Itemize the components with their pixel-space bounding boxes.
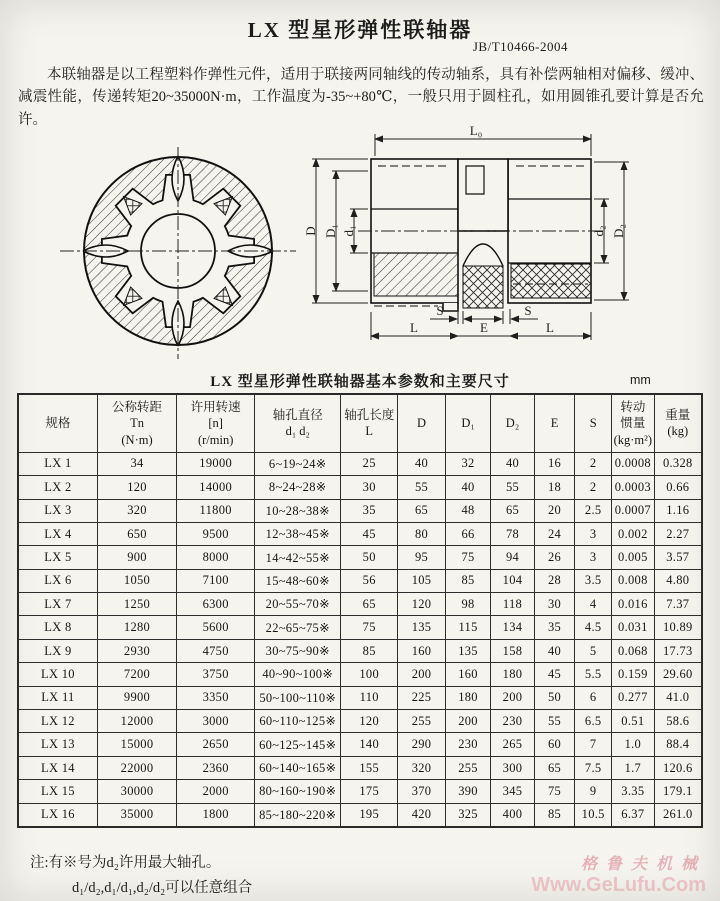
table-cell: 15000 bbox=[97, 733, 176, 756]
table-cell: 265 bbox=[491, 733, 535, 756]
table-cell: 179.1 bbox=[654, 780, 702, 803]
column-header: E bbox=[534, 394, 574, 452]
column-header: 轴孔直径 d₁ d₂ bbox=[255, 394, 341, 452]
table-cell: 0.66 bbox=[654, 476, 702, 499]
column-header: 规格 bbox=[18, 394, 97, 452]
watermark-url: Www.GeLufu.Com bbox=[531, 874, 706, 896]
table-cell: 105 bbox=[398, 569, 446, 592]
table-cell: 255 bbox=[398, 710, 446, 733]
table-cell: 1800 bbox=[177, 803, 255, 826]
table-cell: 6~19~24※ bbox=[255, 452, 341, 475]
table-cell: 118 bbox=[491, 593, 535, 616]
column-header: D₂ bbox=[491, 394, 535, 452]
table-cell: 34 bbox=[97, 452, 176, 475]
table-cell: 85 bbox=[445, 569, 490, 592]
table-cell: 78 bbox=[491, 522, 535, 545]
table-cell: 45 bbox=[341, 522, 398, 545]
watermark bbox=[531, 856, 706, 897]
table-cell: 80 bbox=[398, 522, 446, 545]
table-row bbox=[18, 616, 702, 639]
table-cell: 0.0008 bbox=[612, 452, 654, 475]
table-cell: 1250 bbox=[97, 593, 176, 616]
table-cell: LX 9 bbox=[18, 639, 97, 662]
table-cell: 230 bbox=[491, 710, 535, 733]
table-cell: 180 bbox=[445, 686, 490, 709]
table-cell: 5 bbox=[575, 639, 612, 662]
table-cell: 320 bbox=[398, 756, 446, 779]
table-cell: 35000 bbox=[97, 803, 176, 826]
label-S-right: S bbox=[524, 303, 532, 318]
footnote-line-2: d₁/d₂,d₁/d₁,d₂/d₂可以任意组合 bbox=[72, 879, 253, 896]
table-cell: 0.277 bbox=[612, 686, 654, 709]
footnote-line-1: 注:有※号为d₂许用最大轴孔。 bbox=[30, 855, 221, 871]
table-cell: 200 bbox=[445, 710, 490, 733]
table-cell: 45 bbox=[534, 663, 574, 686]
table-cell: 40 bbox=[534, 639, 574, 662]
table-cell: LX 11 bbox=[18, 686, 97, 709]
table-cell: 26 bbox=[534, 546, 574, 569]
table-cell: 160 bbox=[398, 639, 446, 662]
table-cell: LX 7 bbox=[18, 593, 97, 616]
table-cell: 30000 bbox=[97, 780, 176, 803]
column-header: 转动 惯量 (kg·m²) bbox=[612, 394, 654, 452]
table-cell: 100 bbox=[341, 663, 398, 686]
table-cell: 180 bbox=[491, 663, 535, 686]
table-cell: 135 bbox=[398, 616, 446, 639]
table-cell: 58.6 bbox=[654, 710, 702, 733]
table-cell: 40 bbox=[398, 452, 446, 475]
table-row bbox=[18, 522, 702, 545]
table-cell: 35 bbox=[534, 616, 574, 639]
table-cell: 345 bbox=[491, 780, 535, 803]
table-cell: 2 bbox=[575, 476, 612, 499]
table-cell: 17.73 bbox=[654, 639, 702, 662]
table-cell: 158 bbox=[491, 639, 535, 662]
table-cell: 0.005 bbox=[612, 546, 654, 569]
table-cell: 2.27 bbox=[654, 522, 702, 545]
table-cell: 6.5 bbox=[575, 710, 612, 733]
table-row bbox=[18, 733, 702, 756]
table-cell: 75 bbox=[445, 546, 490, 569]
table-cell: 56 bbox=[341, 569, 398, 592]
table-cell: 0.0003 bbox=[612, 476, 654, 499]
table-cell: 0.031 bbox=[612, 616, 654, 639]
watermark-text-cn: 格鲁夫机械 bbox=[580, 855, 706, 873]
table-cell: 0.159 bbox=[612, 663, 654, 686]
table-cell: 1.0 bbox=[612, 733, 654, 756]
table-cell: LX 3 bbox=[18, 499, 97, 522]
table-cell: 88.4 bbox=[654, 733, 702, 756]
table-cell: LX 4 bbox=[18, 522, 97, 545]
table-cell: 40 bbox=[491, 452, 535, 475]
page-title: LX 型星形弹性联轴器 bbox=[247, 18, 473, 42]
table-cell: 200 bbox=[398, 663, 446, 686]
table-cell: 104 bbox=[491, 569, 535, 592]
table-cell: 5600 bbox=[177, 616, 255, 639]
star-element-drawing bbox=[52, 142, 304, 364]
table-cell: 2360 bbox=[177, 756, 255, 779]
table-cell: 20 bbox=[534, 499, 574, 522]
table-cell: 0.002 bbox=[612, 522, 654, 545]
table-row bbox=[18, 476, 702, 499]
table-cell: 10.5 bbox=[575, 803, 612, 826]
table-cell: 135 bbox=[445, 639, 490, 662]
table-cell: 7200 bbox=[97, 663, 176, 686]
table-cell: 6 bbox=[575, 686, 612, 709]
table-cell: 40 bbox=[445, 476, 490, 499]
table-unit: mm bbox=[630, 373, 651, 387]
table-cell: 16 bbox=[534, 452, 574, 475]
table-cell: 8000 bbox=[177, 546, 255, 569]
column-header: D bbox=[398, 394, 446, 452]
table-cell: 66 bbox=[445, 522, 490, 545]
table-cell: 261.0 bbox=[654, 803, 702, 826]
table-cell: 85 bbox=[534, 803, 574, 826]
table-cell: 4.80 bbox=[654, 569, 702, 592]
table-cell: 2 bbox=[575, 452, 612, 475]
table-cell: LX 5 bbox=[18, 546, 97, 569]
table-cell: 7.5 bbox=[575, 756, 612, 779]
table-cell: 40~90~100※ bbox=[255, 663, 341, 686]
table-cell: 134 bbox=[491, 616, 535, 639]
table-cell: 3000 bbox=[177, 710, 255, 733]
table-cell: 10.89 bbox=[654, 616, 702, 639]
table-cell: 80~160~190※ bbox=[255, 780, 341, 803]
label-L-right: L bbox=[546, 320, 554, 335]
table-row bbox=[18, 756, 702, 779]
table-cell: LX 15 bbox=[18, 780, 97, 803]
table-cell: LX 10 bbox=[18, 663, 97, 686]
table-cell: LX 12 bbox=[18, 710, 97, 733]
table-cell: 85~180~220※ bbox=[255, 803, 341, 826]
table-cell: 4.5 bbox=[575, 616, 612, 639]
table-cell: 195 bbox=[341, 803, 398, 826]
table-cell: 18 bbox=[534, 476, 574, 499]
table-cell: LX 6 bbox=[18, 569, 97, 592]
table-cell: 3 bbox=[575, 546, 612, 569]
table-cell: 7 bbox=[575, 733, 612, 756]
table-cell: 60 bbox=[534, 733, 574, 756]
label-D: D bbox=[303, 226, 318, 236]
table-cell: 3.35 bbox=[612, 780, 654, 803]
table-cell: 225 bbox=[398, 686, 446, 709]
table-cell: 55 bbox=[534, 710, 574, 733]
table-cell: 2.5 bbox=[575, 499, 612, 522]
intro-paragraph: 本联轴器是以工程塑料作弹性元件，适用于联接两同轴线的传动轴系，具有补偿两轴相对偏移、缓冲、减震性能，传递转矩20~35000N·m，工作温度为-35~+80℃，一般只用于圆柱孔，如用圆锥孔要计算是否允许。 bbox=[18, 67, 704, 128]
column-header: 许用转速 [n] (r/min) bbox=[177, 394, 255, 452]
table-cell: 32 bbox=[445, 452, 490, 475]
table-cell: 65 bbox=[341, 593, 398, 616]
table-cell: 98 bbox=[445, 593, 490, 616]
table-cell: 30 bbox=[341, 476, 398, 499]
table-cell: 3.5 bbox=[575, 569, 612, 592]
table-cell: 60~140~165※ bbox=[255, 756, 341, 779]
table-cell: 300 bbox=[491, 756, 535, 779]
table-cell: 15~48~60※ bbox=[255, 569, 341, 592]
table-cell: 95 bbox=[398, 546, 446, 569]
table-cell: 65 bbox=[534, 756, 574, 779]
table-cell: 9500 bbox=[177, 522, 255, 545]
table-cell: 85 bbox=[341, 639, 398, 662]
table-cell: 60~125~145※ bbox=[255, 733, 341, 756]
footnotes bbox=[30, 851, 252, 900]
table-cell: 400 bbox=[491, 803, 535, 826]
table-cell: LX 13 bbox=[18, 733, 97, 756]
table-cell: 41.0 bbox=[654, 686, 702, 709]
table-cell: 3 bbox=[575, 522, 612, 545]
table-cell: 1.7 bbox=[612, 756, 654, 779]
table-cell: 0.016 bbox=[612, 593, 654, 616]
table-cell: 120 bbox=[398, 593, 446, 616]
table-cell: 290 bbox=[398, 733, 446, 756]
table-cell: 0.0007 bbox=[612, 499, 654, 522]
table-row bbox=[18, 569, 702, 592]
table-cell: 4 bbox=[575, 593, 612, 616]
table-cell: 650 bbox=[97, 522, 176, 545]
table-cell: 94 bbox=[491, 546, 535, 569]
column-header: D₁ bbox=[445, 394, 490, 452]
table-cell: LX 1 bbox=[18, 452, 97, 475]
table-cell: 60~110~125※ bbox=[255, 710, 341, 733]
table-cell: 230 bbox=[445, 733, 490, 756]
table-cell: 3.57 bbox=[654, 546, 702, 569]
table-cell: 14000 bbox=[177, 476, 255, 499]
table-cell: 1280 bbox=[97, 616, 176, 639]
table-cell: 25 bbox=[341, 452, 398, 475]
table-cell: 325 bbox=[445, 803, 490, 826]
table-cell: 22000 bbox=[97, 756, 176, 779]
table-cell: 8~24~28※ bbox=[255, 476, 341, 499]
table-cell: 200 bbox=[491, 686, 535, 709]
table-cell: 2000 bbox=[177, 780, 255, 803]
table-cell: 30 bbox=[534, 593, 574, 616]
table-row bbox=[18, 499, 702, 522]
table-cell: 75 bbox=[341, 616, 398, 639]
parameters-table bbox=[17, 393, 703, 828]
table-cell: 12000 bbox=[97, 710, 176, 733]
table-cell: 390 bbox=[445, 780, 490, 803]
table-head bbox=[18, 394, 702, 452]
table-cell: 2650 bbox=[177, 733, 255, 756]
table-title: LX 型星形弹性联轴器基本参数和主要尺寸 bbox=[210, 374, 510, 390]
table-row bbox=[18, 710, 702, 733]
table-cell: 19000 bbox=[177, 452, 255, 475]
table-cell: 160 bbox=[445, 663, 490, 686]
table-cell: 24 bbox=[534, 522, 574, 545]
table-row bbox=[18, 593, 702, 616]
table-cell: 0.068 bbox=[612, 639, 654, 662]
table-cell: 75 bbox=[534, 780, 574, 803]
table-cell: 120 bbox=[97, 476, 176, 499]
table-cell: LX 8 bbox=[18, 616, 97, 639]
table-cell: 1.16 bbox=[654, 499, 702, 522]
table-cell: 30~75~90※ bbox=[255, 639, 341, 662]
table-cell: 115 bbox=[445, 616, 490, 639]
table-cell: LX 14 bbox=[18, 756, 97, 779]
table-header-row bbox=[18, 394, 702, 452]
table-cell: 6.37 bbox=[612, 803, 654, 826]
table-cell: 55 bbox=[491, 476, 535, 499]
table-cell: LX 16 bbox=[18, 803, 97, 826]
standard-number: JB/T10466-2004 bbox=[472, 39, 568, 54]
table-cell: 22~65~75※ bbox=[255, 616, 341, 639]
column-header: 重量 (kg) bbox=[654, 394, 702, 452]
table-cell: 5.5 bbox=[575, 663, 612, 686]
table-cell: 12~38~45※ bbox=[255, 522, 341, 545]
table-cell: 140 bbox=[341, 733, 398, 756]
table-cell: 3750 bbox=[177, 663, 255, 686]
table-cell: 65 bbox=[398, 499, 446, 522]
label-D2: D₂ bbox=[611, 224, 626, 238]
table-cell: 6300 bbox=[177, 593, 255, 616]
label-d1: d₁ bbox=[341, 225, 356, 237]
table-cell: 50~100~110※ bbox=[255, 686, 341, 709]
label-S-left: S bbox=[436, 303, 444, 318]
table-cell: LX 2 bbox=[18, 476, 97, 499]
table-row bbox=[18, 663, 702, 686]
section-drawing bbox=[298, 126, 718, 368]
table-row bbox=[18, 780, 702, 803]
table-cell: 35 bbox=[341, 499, 398, 522]
table-cell: 50 bbox=[534, 686, 574, 709]
table-cell: 20~55~70※ bbox=[255, 593, 341, 616]
table-cell: 0.51 bbox=[612, 710, 654, 733]
table-cell: 7.37 bbox=[654, 593, 702, 616]
table-cell: 420 bbox=[398, 803, 446, 826]
table-cell: 155 bbox=[341, 756, 398, 779]
table-cell: 0.008 bbox=[612, 569, 654, 592]
table-body bbox=[18, 452, 702, 826]
label-L-left: L bbox=[410, 320, 418, 335]
table-cell: 3350 bbox=[177, 686, 255, 709]
table-cell: 2930 bbox=[97, 639, 176, 662]
table-cell: 48 bbox=[445, 499, 490, 522]
table-cell: 120 bbox=[341, 710, 398, 733]
table-cell: 900 bbox=[97, 546, 176, 569]
table-cell: 255 bbox=[445, 756, 490, 779]
label-D1: D₁ bbox=[323, 224, 338, 238]
column-header: 公称转距 Tn (N·m) bbox=[97, 394, 176, 452]
table-cell: 55 bbox=[398, 476, 446, 499]
table-row bbox=[18, 803, 702, 826]
table-cell: 120.6 bbox=[654, 756, 702, 779]
column-header: S bbox=[575, 394, 612, 452]
table-cell: 65 bbox=[491, 499, 535, 522]
table-cell: 175 bbox=[341, 780, 398, 803]
table-cell: 10~28~38※ bbox=[255, 499, 341, 522]
table-cell: 50 bbox=[341, 546, 398, 569]
table-cell: 9900 bbox=[97, 686, 176, 709]
table-cell: 7100 bbox=[177, 569, 255, 592]
label-L0: L₀ bbox=[469, 126, 483, 138]
table-row bbox=[18, 452, 702, 475]
table-cell: 1050 bbox=[97, 569, 176, 592]
table-cell: 14~42~55※ bbox=[255, 546, 341, 569]
table-row bbox=[18, 639, 702, 662]
table-title-row bbox=[0, 370, 720, 390]
table-cell: 28 bbox=[534, 569, 574, 592]
table-cell: 9 bbox=[575, 780, 612, 803]
table-row bbox=[18, 546, 702, 569]
table-cell: 29.60 bbox=[654, 663, 702, 686]
table-cell: 110 bbox=[341, 686, 398, 709]
table-cell: 0.328 bbox=[654, 452, 702, 475]
table-cell: 11800 bbox=[177, 499, 255, 522]
label-E: E bbox=[480, 320, 488, 335]
table-cell: 320 bbox=[97, 499, 176, 522]
table-row bbox=[18, 686, 702, 709]
table-cell: 370 bbox=[398, 780, 446, 803]
column-header: 轴孔长度 L bbox=[341, 394, 398, 452]
table-cell: 4750 bbox=[177, 639, 255, 662]
label-d2: d₂ bbox=[591, 225, 606, 237]
